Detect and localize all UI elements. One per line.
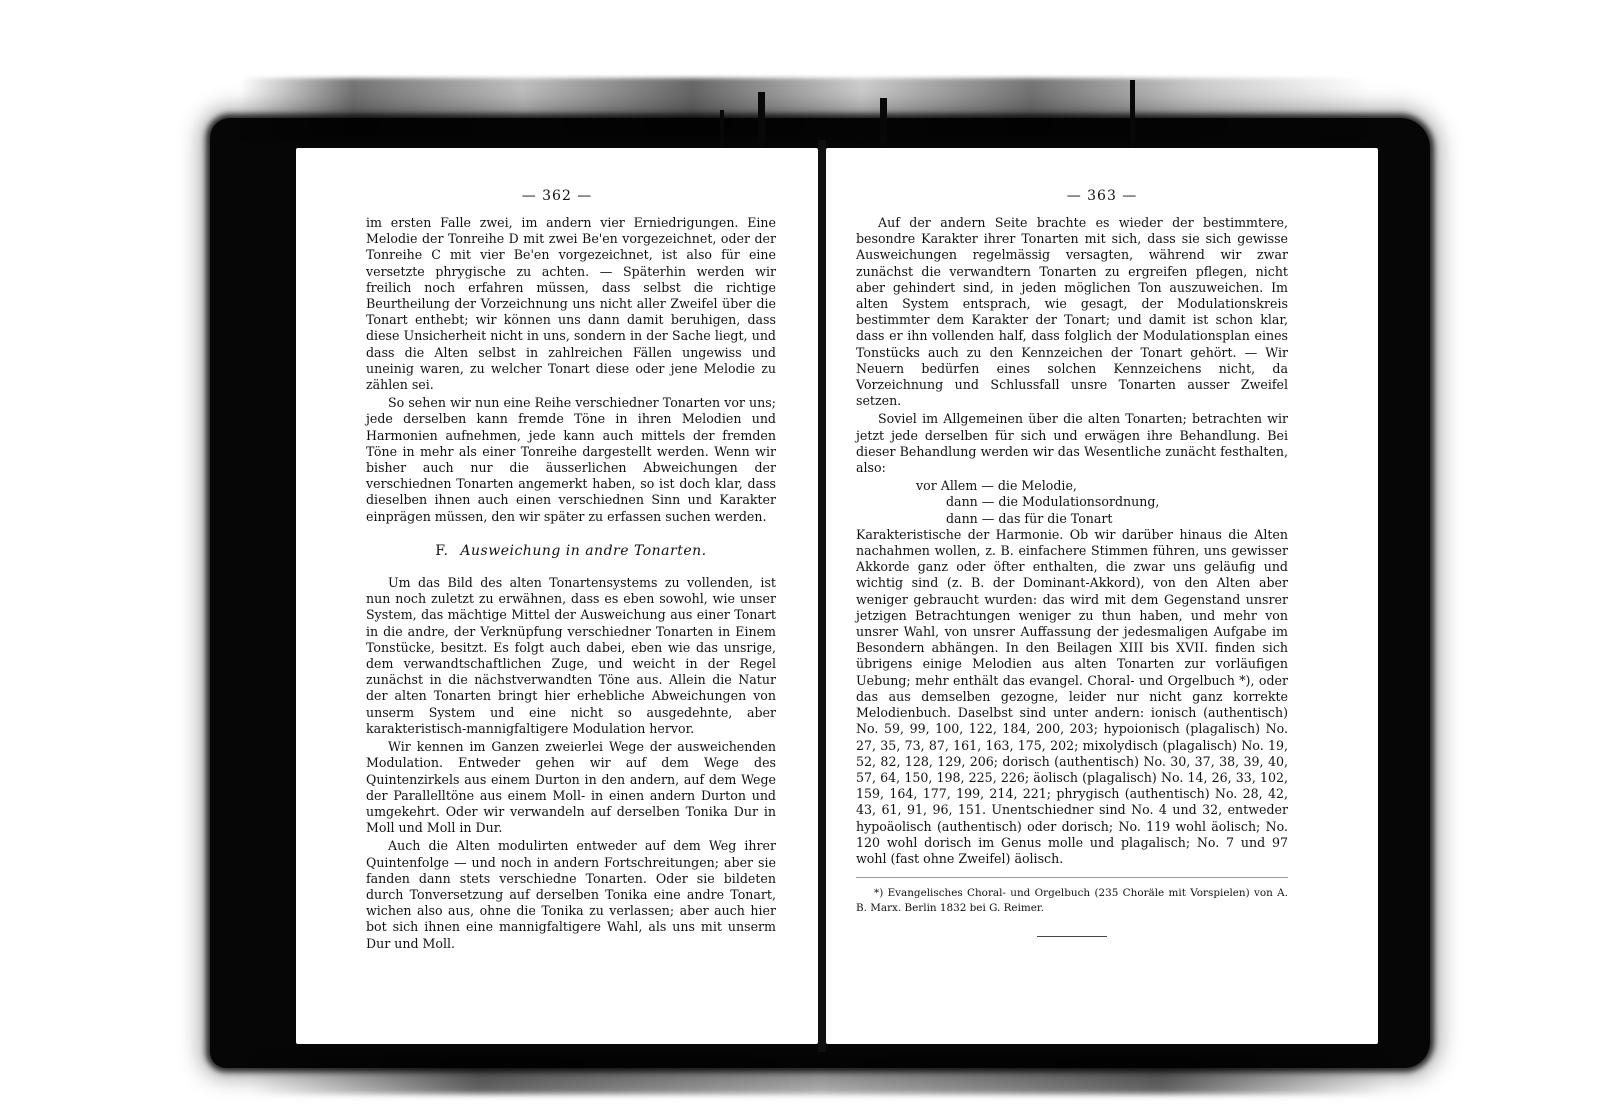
list-item: vor Allem — die Melodie, [916, 478, 1077, 494]
section-heading [366, 543, 776, 559]
right-page [826, 148, 1378, 1044]
book-gutter [818, 140, 826, 1052]
page-number: — 363 — [1066, 188, 1138, 204]
enumeration-list [856, 478, 1288, 527]
scan-artifact [880, 98, 887, 148]
paragraph: Um das Bild des alten Tonartensystems zu vollenden, ist nun noch zuletzt zu erwähnen, dass es eben sowohl, wie unser System, das mächtige Mittel der Ausweichung aus einer Tonart in die andre, der Verknüpfung verschiedner Tonarten in Einem Tonstücke, besitzt. Es folgt auch dabei, eben wie das unsrige, dem verwandtschaftlichen Zuge, und weicht in der Regel zunächst in die nächstverwandten Töne aus. Allein die Natur der alten Tonarten bringt hier erhebliche Abweichungen von unserm System und eine nicht so ausgedehnte, aber karakteristisch-mannigfaltigere Modulation hervor. [366, 575, 776, 736]
paragraph: Auch die Alten modulirten entweder auf dem Weg ihrer Quintenfolge — und noch in andern Fortschreitungen; aber sie fanden dann stets verschiedne Tonarten. Oder sie bildeten durch Tonversetzung auf derselben Tonika eine andre Tonart, wichen also aus, ohne die Tonika zu verlassen; aber auch hier bot sich ihnen eine mannigfaltigere Wahl, als uns mit unserm Dur und Moll. [366, 838, 776, 951]
footnote: *) Evangelisches Choral- und Orgelbuch (235 Choräle mit Vorspielen) von A. B. Marx. Berlin 1832 bei G. Reimer. [856, 877, 1288, 916]
right-page-text [856, 215, 1288, 937]
scan-artifact [758, 92, 765, 152]
paragraph: Wir kennen im Ganzen zweierlei Wege der ausweichenden Modulation. Entweder gehen wir auf dem Wege des Quintenzirkels aus einem Durton in den andern, auf dem Wege der Parallelltöne aus einem Moll- in einen andern Durton und umgekehrt. Oder wir verwandeln auf derselben Tonika Dur in Moll und Moll in Dur. [366, 739, 776, 836]
paragraph: So sehen wir nun eine Reihe verschiedner Tonarten vor uns; jede derselben kann fremde Töne in ihren Melodien und Harmonien aufnehmen, jede kann auch mittels der fremden Töne in mehr als einer Tonreihe dargestellt werden. Wenn wir bisher auch nur die äusserlichen Abweichungen der verschiednen Tonarten angemerkt haben, so ist doch klar, dass dieselben ihnen auch einen verschiednen Sinn und Karakter einprägen müssen, den wir später zu erfassen suchen werden. [366, 395, 776, 524]
paragraph: Auf der andern Seite brachte es wieder der bestimmtere, besondre Karakter ihrer Tonarten mit sich, dass sie sich gewisse Ausweichungen regelmässig versagten, während wir zwar zunächst die verwandtern Tonarten zu ergreifen pflegen, nicht aber gehindert sind, in jeden möglichen Ton auszuweichen. Im alten System entsprach, wie gesagt, der Modulationskreis bestimmter dem Karakter der Tonart; und damit ist schon klar, dass er ihn vollenden half, dass folglich der Modulationsplan eines Tonstücks auch zu den Kennzeichen der Tonart gehört. — Wir Neuern bedürfen eines solchen Kennzeichens nicht, da Vorzeichnung und Schlussfall unsre Tonarten ausser Zweifel setzen. [856, 215, 1288, 409]
scan-artifact [1130, 80, 1135, 150]
paragraph: Soviel im Allgemeinen über die alten Tonarten; betrachten wir jetzt jede derselben für sich und erwägen ihre Behandlung. Bei dieser Behandlung werden wir das Wesentliche zunächt festhalten, also: [856, 411, 1288, 476]
list-item: dann — das für die Tonart [946, 510, 1113, 526]
paragraph: Karakteristische der Harmonie. Ob wir darüber hinaus die Alten nachahmen wollen, z. B. einfachere Stimmen führen, uns gewisser Akkorde ganz oder öfter enthalten, die zwar uns geläufig und wichtig sind (z. B. der Dominant-Akkord), von den Alten aber weniger gebraucht wurden: das wird mit dem Gegenstand unsrer jetzigen Betrachtungen weniger zu thun haben, und mehr von unsrer Wahl, von unsrer Auffassung der jedesmaligen Aufgabe im Besondern abhängen. In den Beilagen XIII bis XVII. finden sich übrigens einige Melodien aus alten Tonarten zur vorläufigen Uebung; mehr enthält das evangel. Choral- und Orgelbuch *), oder das aus demselben gezogne, leider nur nicht ganz korrekte Melodienbuch. Daselbst sind unter andern: ionisch (authentisch) No. 59, 99, 100, 122, 184, 200, 203; hypoionisch (plagalisch) No. 27, 35, 73, 87, 161, 163, 175, 202; mixolydisch (plagalisch) No. 19, 52, 82, 128, 129, 206; dorisch (authentisch) No. 30, 37, 38, 39, 40, 57, 64, 150, 198, 225, 226; äolisch (plagalisch) No. 14, 26, 33, 102, 159, 164, 177, 199, 214, 221; phrygisch (authentisch) No. 28, 42, 43, 61, 91, 96, 151. Unentschiedner sind No. 4 und 32, entweder hypoäolisch (authentisch) oder dorisch; No. 119 wohl äolisch; No. 120 wohl dorisch im Genus molle und plagalisch; No. 7 und 97 wohl (fast ohne Zweifel) äolisch. [856, 526, 1288, 866]
list-item: dann — die Modulationsordnung, [946, 494, 1160, 510]
section-label: F. [435, 542, 449, 559]
left-page [296, 148, 818, 1044]
paragraph: im ersten Falle zwei, im andern vier Erniedrigungen. Eine Melodie der Tonreihe D mit zwei Be'en vorgezeichnet, oder der Tonreihe C mit vier Be'en vorgezeichnet, ist also für eine versetzte phrygische zu achten. — Späterhin werden wir freilich noch erfahren müssen, dass selbst die richtige Beurtheilung der Vorzeichnung uns nicht aller Zweifel über die Tonart enthebt; wir können uns dann damit beruhigen, dass diese Unsicherheit nicht in uns, sondern in der Sache liegt, und dass die Alten selbst in zahlreichen Fällen ungewiss und uneinig waren, zu welcher Tonart diese oder jene Melodie zu zählen sei. [366, 215, 776, 393]
section-title: Ausweichung in andre Tonarten. [460, 542, 707, 559]
scan-artifact [720, 110, 724, 150]
left-page-text [366, 215, 776, 952]
page-number: — 362 — [521, 188, 593, 204]
end-rule [1037, 936, 1107, 937]
